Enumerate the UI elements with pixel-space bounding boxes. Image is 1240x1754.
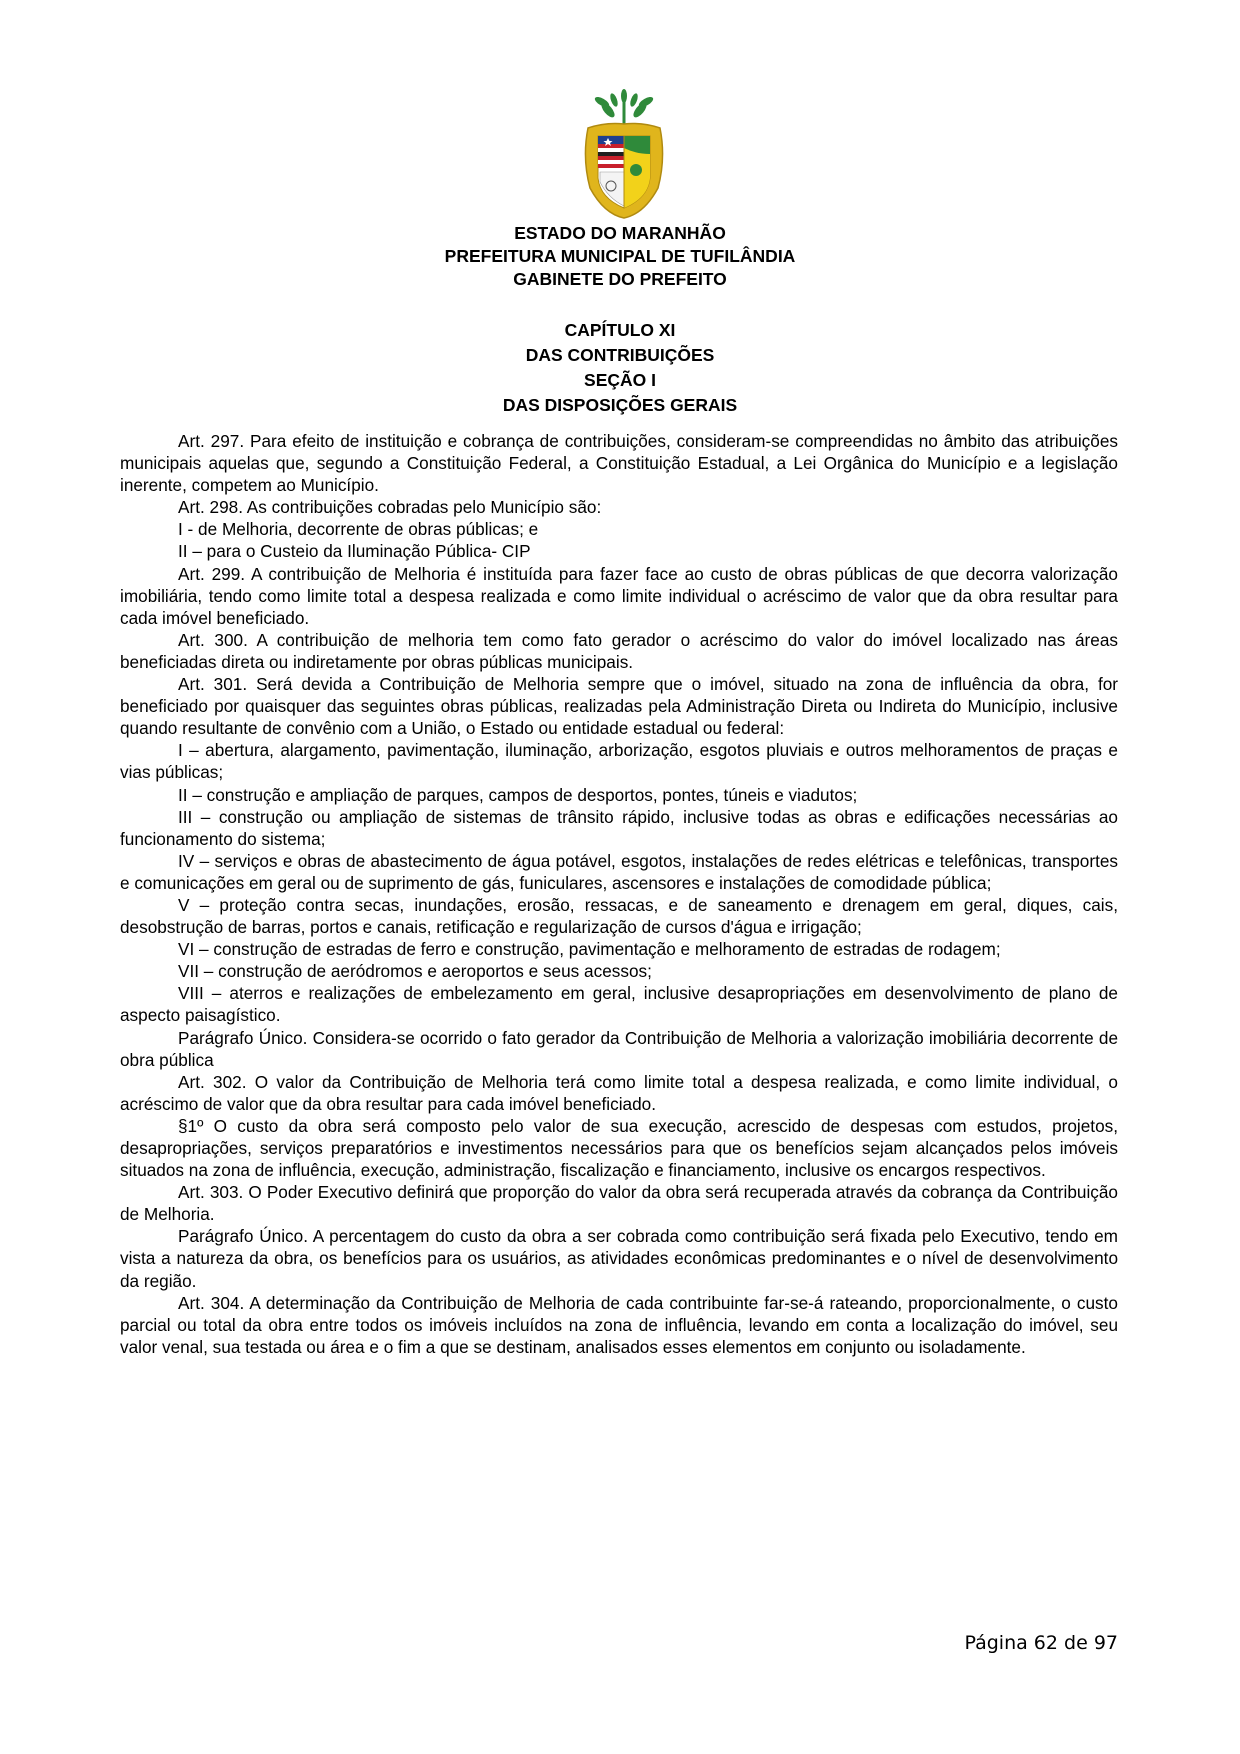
paragraph: VI – construção de estradas de ferro e construção, pavimentação e melhoramento de estradas de rodagem; xyxy=(178,939,1001,960)
paragraph: Art. 302. O valor da Contribuição de Melhoria terá como limite total a despesa realizada, e como limite individual, o acréscimo de valor que da obra resultar para cada imóvel beneficiado. xyxy=(120,1071,1118,1114)
header-office: GABINETE DO PREFEITO xyxy=(513,269,727,289)
section-title: DAS DISPOSIÇÕES GERAIS xyxy=(502,395,738,415)
paragraph: Art. 303. O Poder Executivo definirá que proporção do valor da obra será recuperada através da cobrança da Contribuição de Melhoria. xyxy=(120,1182,1118,1225)
paragraph: VIII – aterros e realizações de embelezamento em geral, inclusive desapropriações em desenvolvimento de plano de aspecto paisagístico. xyxy=(120,983,1118,1026)
paragraph: V – proteção contra secas, inundações, erosão, ressacas, e de saneamento e drenagem em geral, diques, cais, desobstrução de barras, portos e canais, retificação e regularização de cursos d'água e irrigação; xyxy=(120,894,1118,938)
paragraph: §1º O custo da obra será composto pelo valor de sua execução, acrescido de despesas com estudos, projetos, desapropriações, serviços preparatórios e investimentos necessários para que os benefícios sejam alcançados pelos imóveis situados na zona de influência, execução, administração, fiscalização e financiamento, inclusive os encargos respectivos. xyxy=(120,1115,1118,1181)
paragraph: II – construção e ampliação de parques, campos de desportos, pontes, túneis e viadutos; xyxy=(178,784,858,805)
paragraph: I - de Melhoria, decorrente de obras públicas; e xyxy=(178,519,539,540)
page-number: Página 62 de 97 xyxy=(964,1632,1118,1654)
paragraph: II – para o Custeio da Iluminação Pública- CIP xyxy=(178,541,531,562)
chapter-heading xyxy=(120,318,1120,418)
chapter-number: CAPÍTULO XI xyxy=(564,320,676,340)
paragraph: IV – serviços e obras de abastecimento de água potável, esgotos, instalações de redes elétricas e telefônicas, transportes e comunicações em geral ou de suprimento de gás, funiculares, ascensores e instalações de comodidade pública; xyxy=(120,850,1118,893)
document-header xyxy=(120,222,1120,291)
municipal-coat-of-arms xyxy=(578,88,670,222)
section-number: SEÇÃO I xyxy=(584,370,656,390)
document-body xyxy=(120,430,1118,1358)
header-prefecture: PREFEITURA MUNICIPAL DE TUFILÂNDIA xyxy=(444,246,796,266)
paragraph: I – abertura, alargamento, pavimentação, iluminação, arborização, esgotos pluviais e outros melhoramentos de praças e vias públicas; xyxy=(120,740,1118,783)
paragraph: Art. 299. A contribuição de Melhoria é instituída para fazer face ao custo de obras públicas de que decorra valorização imobiliária, tendo como limite total a despesa realizada e como limite individual o acréscimo de valor que da obra resultar para cada imóvel beneficiado. xyxy=(120,563,1118,628)
paragraph: VII – construção de aeródromos e aeroportos e seus acessos; xyxy=(178,961,652,982)
paragraph: Parágrafo Único. Considera-se ocorrido o fato gerador da Contribuição de Melhoria a valorização imobiliária decorrente de obra pública xyxy=(120,1027,1118,1070)
header-state: ESTADO DO MARANHÃO xyxy=(514,223,726,243)
paragraph: Art. 297. Para efeito de instituição e cobrança de contribuições, consideram-se compreendidas no âmbito das atribuições municipais aquelas que, segundo a Constituição Federal, a Constituição Estadual, a Lei Orgânica do Município e a legislação inerente, competem ao Município. xyxy=(120,431,1118,496)
paragraph: Art. 298. As contribuições cobradas pelo Município são: xyxy=(178,497,602,518)
chapter-title: DAS CONTRIBUIÇÕES xyxy=(525,345,715,365)
paragraph: Art. 301. Será devida a Contribuição de Melhoria sempre que o imóvel, situado na zona de influência da obra, for beneficiado por quaisquer das seguintes obras públicas, realizadas pela Administração Direta ou Indireta do Município, inclusive quando resultante de convênio com a União, o Estado ou entidade estadual ou federal: xyxy=(120,674,1118,739)
paragraph: Parágrafo Único. A percentagem do custo da obra a ser cobrada como contribuição será fixada pelo Executivo, tendo em vista a natureza da obra, os benefícios para os usuários, as atividades econômicas predominantes e o nível de desenvolvimento da região. xyxy=(120,1226,1118,1291)
paragraph: Art. 300. A contribuição de melhoria tem como fato gerador o acréscimo do valor do imóvel localizado nas áreas beneficiadas direta ou indiretamente por obras públicas municipais. xyxy=(120,629,1118,672)
paragraph: Art. 304. A determinação da Contribuição de Melhoria de cada contribuinte far-se-á rateando, proporcionalmente, o custo parcial ou total da obra entre todos os imóveis incluídos na zona de influência, levando em conta a localização do imóvel, seu valor venal, sua testada ou área e o fim a que se destinam, analisados esses elementos em conjunto ou isoladamente. xyxy=(120,1292,1118,1357)
paragraph: III – construção ou ampliação de sistemas de trânsito rápido, inclusive todas as obras e edificações necessárias ao funcionamento do sistema; xyxy=(120,806,1118,849)
